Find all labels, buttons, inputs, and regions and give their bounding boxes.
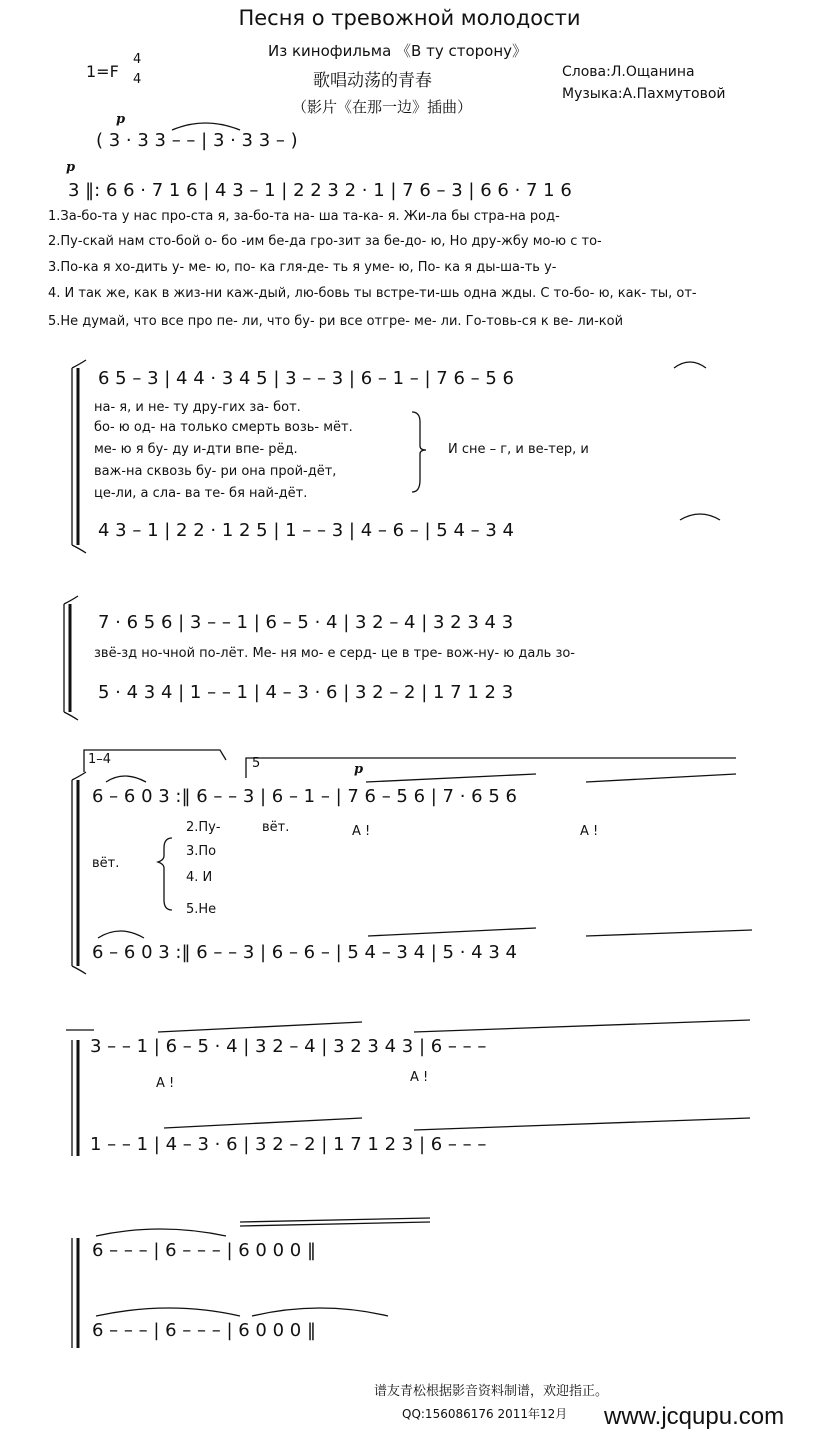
tie — [98, 931, 144, 938]
system3-lower-part: 5 · 4 3 4 | 1 – – 1 | 4 – 3 · 6 | 3 2 – 2 | 1 7 1 2 3 — [98, 682, 514, 703]
volta-2-label: 5 — [252, 756, 261, 771]
slur — [586, 774, 736, 782]
dynamic-piano: p — [116, 112, 126, 127]
system5-upper-part: 3 – – 1 | 6 – 5 · 4 | 3 2 – 4 | 3 2 3 4 3 | 6 – – – — [90, 1036, 487, 1057]
system1-melody: 3 ‖: 6 6 · 7 1 6 | 4 3 – 1 | 2 2 3 2 · 1 | 7 6 – 3 | 6 6 · 7 1 6 — [68, 180, 572, 201]
tie — [252, 1308, 388, 1316]
system4-lower-part: 6 – 6 0 3 :‖ 6 – – 3 | 6 – 6 – | 5 4 – 3 4 | 5 · 4 3 4 — [92, 942, 517, 963]
slur — [164, 1118, 362, 1128]
verse-2-line: 2.Пу-скай нам сто-бой о- бо -им бе-да гро-зит за бе-до- ю, Но дру-жбу мо-ю с то- — [48, 234, 602, 249]
dynamic-piano: p — [354, 762, 364, 777]
exclamation-a: А ! — [352, 824, 371, 839]
tie — [96, 1308, 240, 1316]
system6-lower-part: 6 – – – | 6 – – – | 6 0 0 0 ‖ — [92, 1320, 316, 1341]
composer: Музыка:А.Пахмутовой — [562, 86, 726, 102]
tie — [674, 362, 706, 368]
volta-1-word: вёт. — [92, 856, 120, 871]
transcriber-note: 谱友青松根据影音资料制谱，欢迎指正。 — [374, 1384, 609, 1399]
dynamic-piano: p — [66, 160, 76, 175]
key-signature: 1=F — [86, 62, 119, 81]
tie — [96, 1229, 226, 1236]
system3-lyrics: звё-зд но-чной по-лёт. Ме- ня мо- е серд- це в тре- вож-ну- ю даль зо- — [94, 646, 575, 661]
repeat-brace — [158, 838, 172, 910]
tie — [106, 776, 146, 782]
refrain-lyrics: И сне – г, и ве-тер, и — [448, 442, 589, 457]
slur — [368, 928, 536, 936]
intro-notes: ( 3 · 3 3 – – | 3 · 3 3 – ) — [96, 130, 298, 151]
time-signature-bottom: 4 — [133, 72, 142, 87]
verse-5-line: 5.Не думай, что все про пе- ли, что бу- ри все отгре- ме- ли. Го-товь-ся к ве- ли-кой — [48, 314, 624, 329]
verse-3-line: 3.По-ка я хо-дить у- ме- ю, по- ка гля-де- ть я уме- ю, По- ка я ды-ша-ть у- — [48, 260, 557, 275]
system2-upper-part: 6 5 – 3 | 4 4 · 3 4 5 | 3 – – 3 | 6 – 1 – | 7 6 – 5 6 — [98, 368, 514, 389]
volta-2-word: вёт. — [262, 820, 290, 835]
time-signature-top: 4 — [133, 52, 142, 67]
tie — [680, 514, 720, 520]
exclamation-a: А ! — [410, 1070, 429, 1085]
chinese-title: 歌唱动荡的青春 — [313, 71, 432, 91]
volta-1-bracket — [84, 750, 226, 772]
system2-verse-4: важ-на сквозь бу- ри она прой-дёт, — [94, 464, 337, 479]
slur — [172, 123, 240, 130]
contact-date: QQ:156086176 2011年12月 — [402, 1407, 568, 1421]
system4-upper-part: 6 – 6 0 3 :‖ 6 – – 3 | 6 – 1 – | 7 6 – 5 6 | 7 · 6 5 6 — [92, 786, 517, 807]
volta-2-bracket — [246, 758, 736, 778]
site-watermark: www.jcqupu.com — [604, 1403, 785, 1430]
system2-verse-5: це-ли, а сла- ва те- бя най-дёт. — [94, 486, 308, 501]
lyricist: Слова:Л.Ощанина — [562, 64, 695, 80]
repeat-start-5: 5.Не — [186, 902, 217, 917]
slur — [414, 1020, 750, 1032]
repeat-start-3: 3.По — [186, 844, 217, 859]
verse-4-line: 4. И так же, как в жиз-ни каж-дый, лю-бовь ты встре-ти-шь одна жды. С то-бо- ю, как- ты, от- — [48, 286, 697, 301]
system2-verse-3: ме- ю я бу- ду и-дти впе- рёд. — [94, 442, 298, 457]
verse-1-line: 1.За-бо-та у нас про-ста я, за-бо-та на- ша та-ка- я. Жи-ла бы стра-на род- — [48, 209, 560, 224]
repeat-start-4: 4. И — [186, 870, 213, 885]
song-title: Песня о тревожной молодости — [238, 6, 581, 30]
repeat-start-2: 2.Пу- — [186, 820, 221, 835]
system2-lower-part: 4 3 – 1 | 2 2 · 1 2 5 | 1 – – 3 | 4 – 6 – | 5 4 – 3 4 — [98, 520, 514, 541]
film-subtitle: Из кинофильма 《В ту сторону》 — [268, 42, 528, 60]
exclamation-a: А ! — [580, 824, 599, 839]
slur — [586, 930, 752, 936]
slur — [414, 1118, 750, 1130]
chinese-subtitle: （影片《在那一边》插曲） — [292, 98, 473, 116]
system6-upper-part: 6 – – – | 6 – – – | 6 0 0 0 ‖ — [92, 1240, 316, 1261]
system5-lower-part: 1 – – 1 | 4 – 3 · 6 | 3 2 – 2 | 1 7 1 2 3 | 6 – – – — [90, 1134, 487, 1155]
system3-upper-part: 7 · 6 5 6 | 3 – – 1 | 6 – 5 · 4 | 3 2 – 4 | 3 2 3 4 3 — [98, 612, 514, 633]
system2-verse-2: бо- ю од- на только смерть возь- мёт. — [94, 420, 353, 435]
system2-verse-1: на- я, и не- ту дру-гих за- бот. — [94, 400, 301, 415]
crescendo-line — [240, 1218, 430, 1222]
verse-brace — [412, 412, 426, 492]
slur — [366, 774, 536, 782]
volta-1-label: 1–4 — [88, 752, 112, 767]
slur — [158, 1022, 362, 1032]
exclamation-a: А ! — [156, 1076, 175, 1091]
